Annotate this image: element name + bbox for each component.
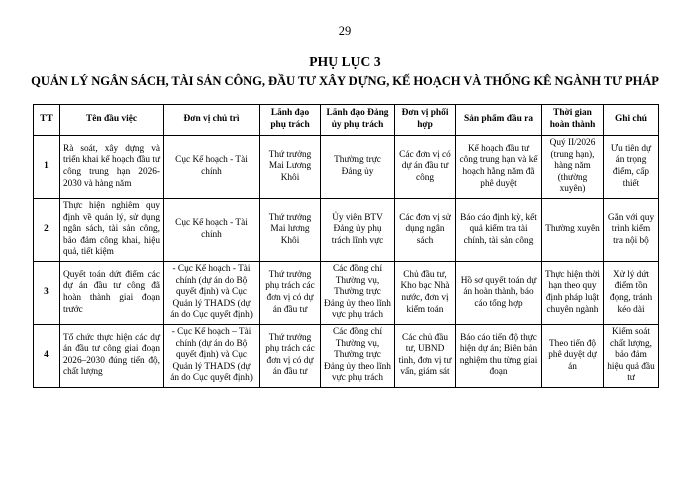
table-row — [34, 261, 659, 324]
page-number: 29 — [338, 24, 352, 38]
plan-table-container — [33, 104, 658, 388]
column-header-lead-unit: Đơn vị chủ trì — [164, 105, 260, 136]
cell-deadline: Thực hiện thời hạn theo quy định pháp luật chuyên ngành — [542, 261, 604, 324]
column-header-party-manager: Lãnh đạo Đảng ủy phụ trách — [321, 105, 395, 136]
page-subtitle: QUẢN LÝ NGÂN SÁCH, TÀI SẢN CÔNG, ĐẦU TƯ XÂY DỰNG, KẾ HOẠCH VÀ THỐNG KÊ NGÀNH TƯ PHÁP — [31, 74, 659, 88]
cell-deadline: Quý II/2026 (trung hạn), hàng năm (thường xuyên) — [542, 136, 604, 199]
column-header-task: Tên đầu việc — [60, 105, 164, 136]
column-header-deadline: Thời gian hoàn thành — [542, 105, 604, 136]
plan-table — [33, 104, 659, 388]
column-header-manager: Lãnh đạo phụ trách — [260, 105, 321, 136]
cell-coop-unit: Các đơn vị có dự án đầu tư công — [395, 136, 456, 199]
cell-note: Xử lý dứt điểm tồn đọng, tránh kéo dài — [604, 261, 659, 324]
page-title: PHỤ LỤC 3 — [309, 54, 381, 69]
cell-manager: Thứ trưởng Mai Lương Khôi — [260, 136, 321, 199]
cell-coop-unit: Các chủ đầu tư, UBND tỉnh, đơn vị tư vấn, giám sát — [395, 324, 456, 387]
cell-note: Ưu tiên dự án trọng điểm, cấp thiết — [604, 136, 659, 199]
cell-coop-unit: Chủ đầu tư, Kho bạc Nhà nước, đơn vị kiểm toán — [395, 261, 456, 324]
cell-tt: 2 — [34, 198, 60, 261]
cell-lead-unit: Cục Kế hoạch - Tài chính — [164, 198, 260, 261]
cell-tt: 1 — [34, 136, 60, 199]
cell-deadline: Thường xuyên — [542, 198, 604, 261]
cell-task: Tổ chức thực hiện các dự án đầu tư công giai đoạn 2026–2030 đúng tiến độ, chất lượng — [60, 324, 164, 387]
table-row — [34, 136, 659, 199]
cell-task: Quyết toán dứt điểm các dự án đầu tư công đã hoàn thành giai đoạn trước — [60, 261, 164, 324]
cell-deadline: Theo tiến độ phê duyệt dự án — [542, 324, 604, 387]
cell-lead-unit: Cục Kế hoạch - Tài chính — [164, 136, 260, 199]
cell-manager: Thứ trưởng phụ trách các đơn vị có dự án đầu tư — [260, 324, 321, 387]
cell-party-manager: Các đồng chí Thường vụ, Thường trực Đảng ủy theo lĩnh vực phụ trách — [321, 324, 395, 387]
cell-lead-unit: - Cục Kế hoạch – Tài chính (dự án do Bộ quyết định) và Cục Quản lý THADS (dự án do Cục quyết định) — [164, 324, 260, 387]
cell-coop-unit: Các đơn vị sử dụng ngân sách — [395, 198, 456, 261]
cell-note: Gắn với quy trình kiểm tra nội bộ — [604, 198, 659, 261]
table-header-row — [34, 105, 659, 136]
cell-product: Kế hoạch đầu tư công trung hạn và kế hoạch hằng năm đã phê duyệt — [456, 136, 542, 199]
column-header-tt: TT — [34, 105, 60, 136]
table-row — [34, 324, 659, 387]
table-row — [34, 198, 659, 261]
cell-tt: 4 — [34, 324, 60, 387]
cell-note: Kiểm soát chất lượng, bảo đảm hiệu quả đầu tư — [604, 324, 659, 387]
title-block — [0, 53, 690, 90]
cell-product: Hồ sơ quyết toán dự án hoàn thành, báo cáo tổng hợp — [456, 261, 542, 324]
cell-task: Rà soát, xây dựng và triển khai kế hoạch đầu tư công trung hạn 2026-2030 và hàng năm — [60, 136, 164, 199]
cell-product: Báo cáo định kỳ, kết quả kiểm tra tài chính, tài sản công — [456, 198, 542, 261]
cell-task: Thực hiện nghiêm quy định về quản lý, sử dụng ngân sách, tài sản công, bảo đảm công khai, hiệu quả, tiết kiệm — [60, 198, 164, 261]
cell-party-manager: Các đồng chí Thường vụ, Thường trực Đảng ủy theo lĩnh vực phụ trách — [321, 261, 395, 324]
column-header-product: Sản phẩm đầu ra — [456, 105, 542, 136]
cell-party-manager: Ủy viên BTV Đảng ủy phụ trách lĩnh vực — [321, 198, 395, 261]
cell-manager: Thứ trưởng phụ trách các đơn vị có dự án đầu tư — [260, 261, 321, 324]
cell-product: Báo cáo tiến độ thực hiện dự án; Biên bản nghiệm thu từng giai đoạn — [456, 324, 542, 387]
cell-party-manager: Thường trực Đảng ủy — [321, 136, 395, 199]
cell-manager: Thứ trưởng Mai lương Khôi — [260, 198, 321, 261]
cell-tt: 3 — [34, 261, 60, 324]
column-header-coop-unit: Đơn vị phối hợp — [395, 105, 456, 136]
cell-lead-unit: - Cục Kế hoạch - Tài chính (dự án do Bộ quyết định) và Cục Quản lý THADS (dự án do Cục quyết định) — [164, 261, 260, 324]
column-header-note: Ghi chú — [604, 105, 659, 136]
